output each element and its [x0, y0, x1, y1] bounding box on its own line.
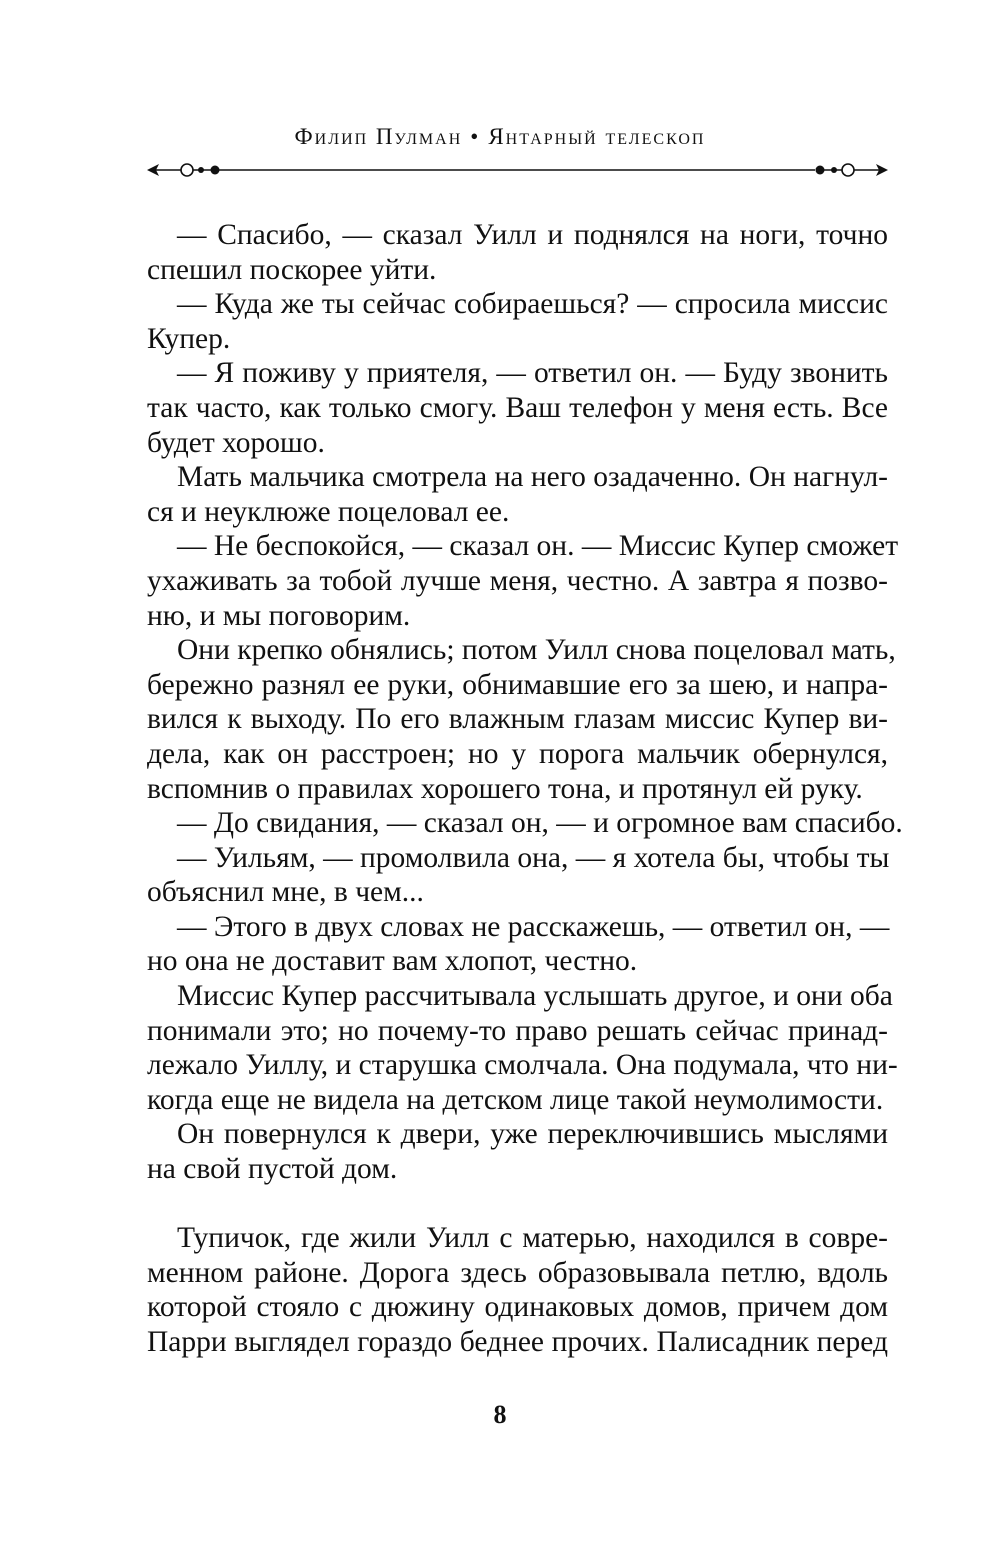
- body-text: [147, 218, 903, 1360]
- page-number: 8: [493, 1400, 507, 1429]
- running-head-author: Филип Пулман: [294, 124, 463, 149]
- text-line: Миссис Купер рассчитывала услышать другое, и они оба: [177, 980, 893, 1013]
- text-line: спешил поскорее уйти.: [147, 253, 437, 286]
- text-line: вспомнив о правилах хорошего тона, и протянул ей руку.: [147, 772, 863, 805]
- text-line: — Куда же ты сейчас собираешься? — спросила миссис: [177, 288, 888, 321]
- text-line: ухаживать за тобой лучше меня, честно. А завтра я позво-: [147, 564, 888, 597]
- text-line: бережно разнял ее руки, обнимавшие его за шею, и напра-: [147, 668, 888, 701]
- text-line: но она не доставит вам хлопот, честно.: [147, 945, 638, 978]
- ornament-left-dot-large-icon: [211, 166, 220, 175]
- text-line: Он повернулся к двери, уже переключившись мыслями: [177, 1118, 888, 1151]
- section-break: [147, 1187, 888, 1222]
- running-head-separator: •: [470, 124, 481, 149]
- text-line: — Я поживу у приятеля, — ответил он. — Буду звонить: [177, 357, 888, 390]
- text-line: Купер.: [147, 322, 231, 355]
- text-line: — Не беспокойся, — сказал он. — Миссис Купер сможет: [177, 530, 899, 563]
- header-ornament: [145, 157, 890, 183]
- text-line: — Уильям, — промолвила она, — я хотела бы, чтобы ты: [177, 841, 890, 874]
- text-line: Парри выглядел гораздо беднее прочих. Палисадник перед: [147, 1326, 888, 1358]
- text-line: на свой пустой дом.: [147, 1153, 398, 1186]
- text-line: Они крепко обнялись; потом Уилл снова поцеловал мать,: [177, 634, 896, 667]
- text-line: ню, и мы поговорим.: [147, 599, 411, 632]
- text-line: так часто, как только смогу. Ваш телефон у меня есть. Все: [147, 391, 888, 424]
- text-line: Тупичок, где жили Уилл с матерью, находился в совре-: [177, 1222, 888, 1255]
- ornament-left-dot-small-icon: [198, 167, 204, 173]
- section-one: [147, 218, 903, 1187]
- text-line: Мать мальчика смотрела на него озадаченно. Он нагнул-: [177, 461, 888, 494]
- running-head: [0, 124, 1000, 150]
- text-line: — Этого в двух словах не расскажешь, — ответил он, —: [177, 910, 890, 943]
- section-two: [147, 1221, 888, 1359]
- text-line: которой стояло с дюжину одинаковых домов, причем дом: [147, 1291, 888, 1324]
- text-line: вился к выходу. По его влажным глазам миссис Купер ви-: [147, 703, 888, 736]
- text-line: менном районе. Дорога здесь образовывала петлю, вдоль: [147, 1256, 888, 1289]
- text-line: лежало Уиллу, и старушка смолчала. Она подумала, что ни-: [147, 1049, 898, 1082]
- text-line: объяснил мне, в чем...: [147, 876, 424, 909]
- text-line: — До свидания, — сказал он, — и огромное вам спасибо.: [177, 807, 903, 840]
- ornament-left-ring-icon: [181, 164, 193, 176]
- text-line: когда еще не видела на детском лице такой неумолимости.: [147, 1083, 884, 1116]
- running-head-title: Янтарный телескоп: [488, 124, 706, 149]
- ornament-right-ring-icon: [842, 164, 854, 176]
- text-line: ся и неуклюже поцеловал ее.: [147, 495, 510, 528]
- text-line: — Спасибо, — сказал Уилл и поднялся на ноги, точно: [177, 219, 888, 251]
- text-line: будет хорошо.: [147, 426, 325, 459]
- text-line: понимали это; но почему-то право решать сейчас принад-: [147, 1014, 888, 1047]
- text-line: дела, как он расстроен; но у порога мальчик обернулся,: [147, 737, 888, 770]
